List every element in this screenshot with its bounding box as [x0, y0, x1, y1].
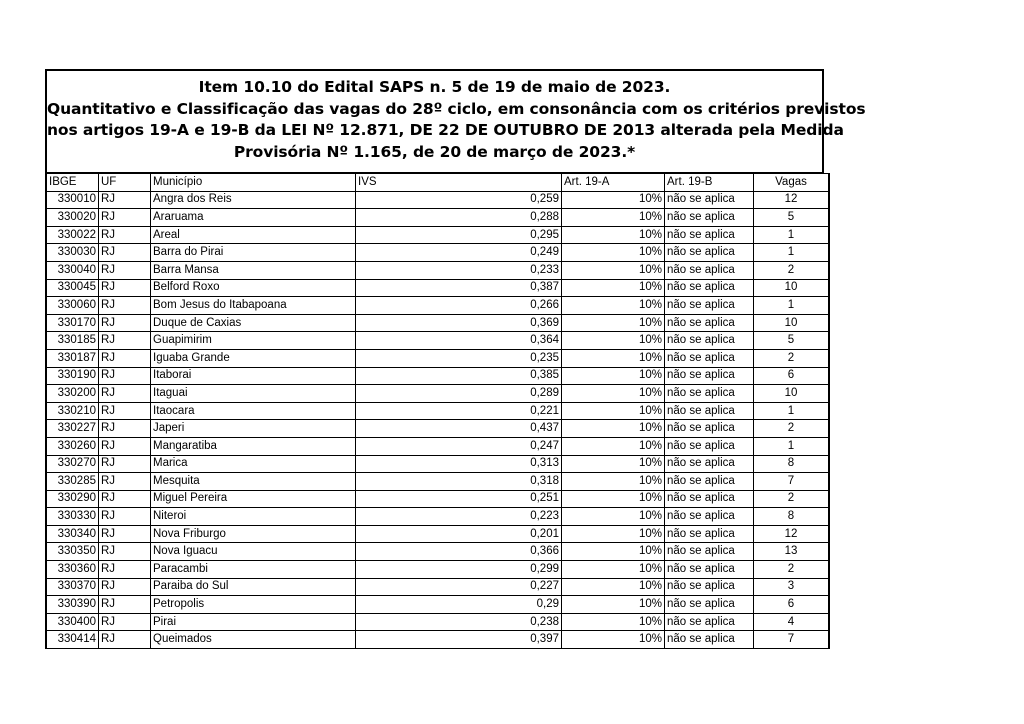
cell-uf: RJ — [99, 349, 151, 367]
cell-uf: RJ — [99, 314, 151, 332]
header-art-19a: Art. 19-A — [562, 174, 665, 192]
cell-vagas: 10 — [754, 385, 830, 403]
cell-art-19a: 10% — [562, 402, 665, 420]
cell-ivs: 0,313 — [356, 455, 562, 473]
cell-ibge: 330360 — [46, 561, 99, 579]
table-row — [46, 279, 829, 297]
table-row — [46, 490, 829, 508]
cell-uf: RJ — [99, 402, 151, 420]
table-row — [46, 402, 829, 420]
cell-municipio: Nova Friburgo — [151, 525, 356, 543]
cell-uf: RJ — [99, 543, 151, 561]
cell-vagas: 12 — [754, 525, 830, 543]
cell-vagas: 1 — [754, 402, 830, 420]
cell-art-19b: não se aplica — [665, 297, 754, 315]
cell-ibge: 330210 — [46, 402, 99, 420]
cell-ibge: 330022 — [46, 226, 99, 244]
cell-ivs: 0,233 — [356, 261, 562, 279]
cell-uf: RJ — [99, 596, 151, 614]
cell-art-19b: não se aplica — [665, 613, 754, 631]
cell-ivs: 0,299 — [356, 561, 562, 579]
cell-ibge: 330170 — [46, 314, 99, 332]
cell-art-19b: não se aplica — [665, 473, 754, 491]
cell-ivs: 0,318 — [356, 473, 562, 491]
vacancies-table — [45, 173, 830, 649]
table-row — [46, 244, 829, 262]
cell-uf: RJ — [99, 490, 151, 508]
cell-vagas: 1 — [754, 297, 830, 315]
table-row — [46, 332, 829, 350]
header-ivs: IVS — [356, 174, 562, 192]
cell-art-19b: não se aplica — [665, 525, 754, 543]
cell-ivs: 0,227 — [356, 578, 562, 596]
cell-ibge: 330020 — [46, 209, 99, 227]
cell-municipio: Queimados — [151, 631, 356, 649]
cell-art-19a: 10% — [562, 596, 665, 614]
cell-vagas: 1 — [754, 244, 830, 262]
cell-municipio: Itaguai — [151, 385, 356, 403]
cell-ivs: 0,289 — [356, 385, 562, 403]
cell-municipio: Pirai — [151, 613, 356, 631]
cell-uf: RJ — [99, 578, 151, 596]
cell-ibge: 330290 — [46, 490, 99, 508]
cell-uf: RJ — [99, 191, 151, 209]
cell-ivs: 0,247 — [356, 437, 562, 455]
cell-art-19a: 10% — [562, 244, 665, 262]
cell-municipio: Barra do Pirai — [151, 244, 356, 262]
cell-uf: RJ — [99, 261, 151, 279]
cell-vagas: 10 — [754, 279, 830, 297]
cell-art-19a: 10% — [562, 473, 665, 491]
title-line-4: Provisória Nº 1.165, de 20 de março de 2023.* — [233, 142, 636, 161]
cell-art-19a: 10% — [562, 578, 665, 596]
cell-ibge: 330414 — [46, 631, 99, 649]
table-row — [46, 349, 829, 367]
cell-ivs: 0,251 — [356, 490, 562, 508]
cell-art-19b: não se aplica — [665, 420, 754, 438]
document-title-block — [45, 69, 866, 173]
cell-uf: RJ — [99, 385, 151, 403]
cell-vagas: 4 — [754, 613, 830, 631]
cell-art-19b: não se aplica — [665, 314, 754, 332]
cell-uf: RJ — [99, 420, 151, 438]
cell-municipio: Niteroi — [151, 508, 356, 526]
table-row — [46, 209, 829, 227]
cell-uf: RJ — [99, 561, 151, 579]
cell-uf: RJ — [99, 631, 151, 649]
table-row — [46, 385, 829, 403]
cell-ivs: 0,387 — [356, 279, 562, 297]
cell-uf: RJ — [99, 244, 151, 262]
cell-municipio: Mesquita — [151, 473, 356, 491]
cell-art-19b: não se aplica — [665, 490, 754, 508]
header-municipio: Município — [151, 174, 356, 192]
cell-municipio: Iguaba Grande — [151, 349, 356, 367]
cell-art-19a: 10% — [562, 631, 665, 649]
header-uf: UF — [99, 174, 151, 192]
cell-uf: RJ — [99, 455, 151, 473]
table-row — [46, 473, 829, 491]
cell-art-19b: não se aplica — [665, 508, 754, 526]
cell-uf: RJ — [99, 367, 151, 385]
table-row — [46, 261, 829, 279]
cell-vagas: 13 — [754, 543, 830, 561]
header-ibge: IBGE — [46, 174, 99, 192]
cell-municipio: Itaocara — [151, 402, 356, 420]
cell-art-19a: 10% — [562, 490, 665, 508]
cell-ibge: 330030 — [46, 244, 99, 262]
cell-municipio: Guapimirim — [151, 332, 356, 350]
cell-art-19a: 10% — [562, 420, 665, 438]
cell-municipio: Areal — [151, 226, 356, 244]
cell-ibge: 330370 — [46, 578, 99, 596]
table-row — [46, 631, 829, 649]
cell-vagas: 7 — [754, 473, 830, 491]
cell-uf: RJ — [99, 437, 151, 455]
cell-ibge: 330040 — [46, 261, 99, 279]
table-row — [46, 226, 829, 244]
cell-art-19b: não se aplica — [665, 437, 754, 455]
cell-uf: RJ — [99, 209, 151, 227]
cell-ibge: 330330 — [46, 508, 99, 526]
cell-ivs: 0,201 — [356, 525, 562, 543]
cell-municipio: Barra Mansa — [151, 261, 356, 279]
document-sheet — [45, 69, 866, 649]
cell-municipio: Duque de Caxias — [151, 314, 356, 332]
cell-art-19b: não se aplica — [665, 226, 754, 244]
cell-art-19b: não se aplica — [665, 367, 754, 385]
cell-ivs: 0,385 — [356, 367, 562, 385]
table-row — [46, 578, 829, 596]
cell-art-19b: não se aplica — [665, 261, 754, 279]
cell-ibge: 330185 — [46, 332, 99, 350]
cell-ibge: 330190 — [46, 367, 99, 385]
cell-art-19b: não se aplica — [665, 244, 754, 262]
cell-ivs: 0,295 — [356, 226, 562, 244]
table-row — [46, 297, 829, 315]
cell-municipio: Itaborai — [151, 367, 356, 385]
cell-ivs: 0,259 — [356, 191, 562, 209]
cell-vagas: 12 — [754, 191, 830, 209]
cell-vagas: 10 — [754, 314, 830, 332]
table-body — [46, 191, 829, 648]
title-line-1: Item 10.10 do Edital SAPS n. 5 de 19 de maio de 2023. — [198, 78, 671, 96]
cell-ibge: 330010 — [46, 191, 99, 209]
cell-art-19b: não se aplica — [665, 455, 754, 473]
table-row — [46, 437, 829, 455]
cell-art-19a: 10% — [562, 226, 665, 244]
header-vagas: Vagas — [754, 174, 830, 192]
cell-municipio: Paraiba do Sul — [151, 578, 356, 596]
table-row — [46, 561, 829, 579]
cell-art-19a: 10% — [562, 209, 665, 227]
cell-municipio: Petropolis — [151, 596, 356, 614]
cell-ivs: 0,397 — [356, 631, 562, 649]
cell-art-19a: 10% — [562, 332, 665, 350]
cell-ibge: 330227 — [46, 420, 99, 438]
cell-ibge: 330390 — [46, 596, 99, 614]
cell-vagas: 6 — [754, 367, 830, 385]
table-header-row — [46, 174, 829, 192]
cell-vagas: 2 — [754, 561, 830, 579]
cell-art-19b: não se aplica — [665, 402, 754, 420]
cell-ivs: 0,366 — [356, 543, 562, 561]
cell-ivs: 0,29 — [356, 596, 562, 614]
cell-uf: RJ — [99, 525, 151, 543]
table-row — [46, 525, 829, 543]
cell-art-19a: 10% — [562, 261, 665, 279]
table-row — [46, 613, 829, 631]
cell-ibge: 330260 — [46, 437, 99, 455]
cell-art-19b: não se aplica — [665, 578, 754, 596]
table-row — [46, 543, 829, 561]
cell-art-19a: 10% — [562, 508, 665, 526]
title-line-2: Quantitativo e Classificação das vagas do 28º ciclo, em consonância com os critérios previstos — [47, 99, 866, 118]
cell-art-19a: 10% — [562, 543, 665, 561]
cell-municipio: Paracambi — [151, 561, 356, 579]
table-row — [46, 191, 829, 209]
cell-art-19b: não se aplica — [665, 385, 754, 403]
cell-uf: RJ — [99, 279, 151, 297]
cell-ivs: 0,266 — [356, 297, 562, 315]
cell-uf: RJ — [99, 473, 151, 491]
cell-municipio: Marica — [151, 455, 356, 473]
cell-art-19a: 10% — [562, 314, 665, 332]
cell-vagas: 2 — [754, 261, 830, 279]
table-row — [46, 314, 829, 332]
cell-art-19b: não se aplica — [665, 349, 754, 367]
cell-ivs: 0,238 — [356, 613, 562, 631]
table-row — [46, 508, 829, 526]
cell-municipio: Japeri — [151, 420, 356, 438]
cell-vagas: 1 — [754, 437, 830, 455]
cell-ivs: 0,437 — [356, 420, 562, 438]
cell-ivs: 0,223 — [356, 508, 562, 526]
cell-art-19a: 10% — [562, 525, 665, 543]
cell-art-19a: 10% — [562, 613, 665, 631]
cell-vagas: 5 — [754, 332, 830, 350]
header-art-19b: Art. 19-B — [665, 174, 754, 192]
cell-ibge: 330340 — [46, 525, 99, 543]
cell-art-19a: 10% — [562, 191, 665, 209]
cell-vagas: 1 — [754, 226, 830, 244]
title-line-3: nos artigos 19-A e 19-B da LEI Nº 12.871, DE 22 DE OUTUBRO DE 2013 alterada pela Medida — [47, 121, 844, 139]
cell-art-19b: não se aplica — [665, 279, 754, 297]
cell-municipio: Mangaratiba — [151, 437, 356, 455]
cell-municipio: Bom Jesus do Itabapoana — [151, 297, 356, 315]
cell-municipio: Nova Iguacu — [151, 543, 356, 561]
cell-ivs: 0,369 — [356, 314, 562, 332]
cell-ivs: 0,249 — [356, 244, 562, 262]
cell-ivs: 0,288 — [356, 209, 562, 227]
cell-municipio: Araruama — [151, 209, 356, 227]
table-row — [46, 420, 829, 438]
cell-vagas: 2 — [754, 349, 830, 367]
cell-municipio: Angra dos Reis — [151, 191, 356, 209]
cell-art-19a: 10% — [562, 385, 665, 403]
cell-uf: RJ — [99, 297, 151, 315]
cell-ivs: 0,364 — [356, 332, 562, 350]
cell-vagas: 2 — [754, 490, 830, 508]
cell-ivs: 0,235 — [356, 349, 562, 367]
cell-vagas: 8 — [754, 455, 830, 473]
cell-art-19a: 10% — [562, 349, 665, 367]
cell-vagas: 8 — [754, 508, 830, 526]
table-row — [46, 367, 829, 385]
table-row — [46, 455, 829, 473]
table-row — [46, 596, 829, 614]
cell-art-19b: não se aplica — [665, 561, 754, 579]
cell-art-19b: não se aplica — [665, 596, 754, 614]
cell-art-19a: 10% — [562, 455, 665, 473]
cell-ivs: 0,221 — [356, 402, 562, 420]
cell-vagas: 5 — [754, 209, 830, 227]
cell-art-19b: não se aplica — [665, 543, 754, 561]
cell-ibge: 330285 — [46, 473, 99, 491]
cell-ibge: 330187 — [46, 349, 99, 367]
cell-uf: RJ — [99, 332, 151, 350]
cell-art-19a: 10% — [562, 279, 665, 297]
cell-art-19b: não se aplica — [665, 191, 754, 209]
cell-vagas: 2 — [754, 420, 830, 438]
cell-ibge: 330200 — [46, 385, 99, 403]
cell-ibge: 330045 — [46, 279, 99, 297]
cell-ibge: 330270 — [46, 455, 99, 473]
cell-art-19b: não se aplica — [665, 209, 754, 227]
cell-municipio: Miguel Pereira — [151, 490, 356, 508]
cell-ibge: 330350 — [46, 543, 99, 561]
cell-uf: RJ — [99, 613, 151, 631]
cell-uf: RJ — [99, 508, 151, 526]
cell-art-19b: não se aplica — [665, 631, 754, 649]
cell-municipio: Belford Roxo — [151, 279, 356, 297]
cell-ibge: 330060 — [46, 297, 99, 315]
cell-art-19a: 10% — [562, 297, 665, 315]
cell-vagas: 6 — [754, 596, 830, 614]
cell-ibge: 330400 — [46, 613, 99, 631]
cell-art-19a: 10% — [562, 561, 665, 579]
cell-art-19a: 10% — [562, 437, 665, 455]
cell-uf: RJ — [99, 226, 151, 244]
cell-art-19b: não se aplica — [665, 332, 754, 350]
cell-art-19a: 10% — [562, 367, 665, 385]
cell-vagas: 7 — [754, 631, 830, 649]
cell-vagas: 3 — [754, 578, 830, 596]
